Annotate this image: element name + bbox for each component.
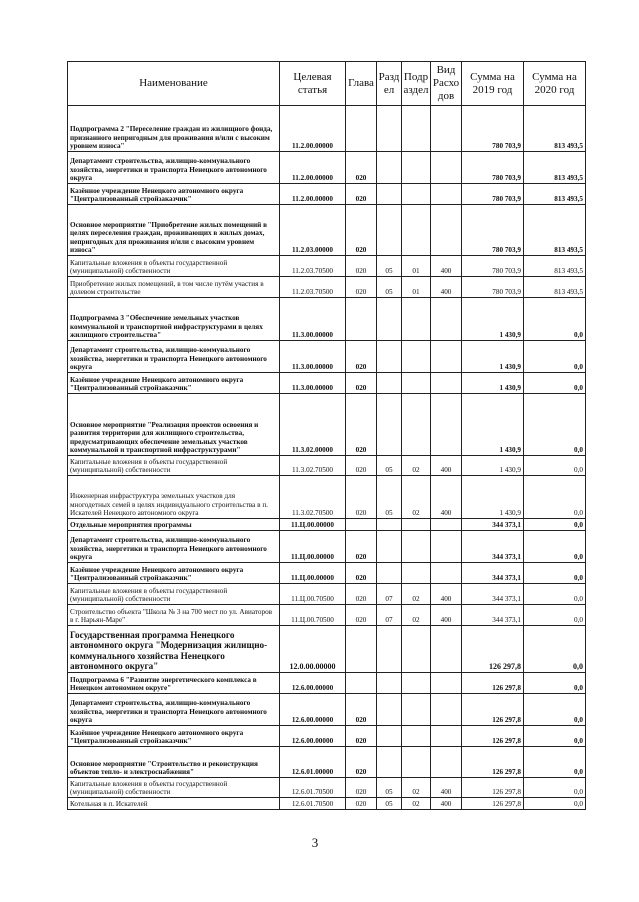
row-chapter: 020 (346, 277, 377, 298)
row-name: Департамент строительства, жилищно-коммунального хозяйства, энергетики и транспорта Ненецкого автономного округа (68, 152, 280, 184)
header-sum-2020: Сумма на 2020 год (524, 62, 586, 106)
row-sum-2020: 813 493,5 (524, 184, 586, 205)
row-name: Казённое учреждение Ненецкого автономного округа "Централизованный стройзаказчик" (68, 184, 280, 205)
row-chapter: 020 (346, 747, 377, 778)
row-expense-type (431, 626, 462, 673)
row-subsection (402, 747, 431, 778)
row-subsection (402, 373, 431, 394)
row-sum-2019: 1 430,9 (462, 298, 524, 341)
row-expense-type (431, 563, 462, 584)
row-sum-2020: 813 493,5 (524, 106, 586, 152)
table-row (68, 673, 586, 694)
row-sum-2020: 0,0 (524, 747, 586, 778)
row-chapter: 020 (346, 584, 377, 605)
table-row (68, 205, 586, 256)
row-sum-2020: 0,0 (524, 341, 586, 373)
row-expense-type (431, 726, 462, 747)
row-sum-2020: 813 493,5 (524, 277, 586, 298)
row-chapter: 020 (346, 205, 377, 256)
row-section: 05 (377, 798, 402, 810)
row-name: Основное мероприятие "Приобретение жилых помещений в целях переселения граждан, проживающих в жилых домах, непригодных для проживания и/или с высоким уровнем износа" (68, 205, 280, 256)
table-row (68, 726, 586, 747)
row-expense-type (431, 373, 462, 394)
row-target: 12.0.00.00000 (280, 626, 346, 673)
row-expense-type (431, 747, 462, 778)
row-chapter: 020 (346, 778, 377, 798)
row-section (377, 563, 402, 584)
row-subsection (402, 519, 431, 531)
row-section: 05 (377, 476, 402, 519)
page-number: 3 (311, 835, 319, 850)
row-sum-2020: 0,0 (524, 673, 586, 694)
row-sum-2019: 344 373,1 (462, 584, 524, 605)
table-row (68, 519, 586, 531)
row-section (377, 626, 402, 673)
row-section: 07 (377, 605, 402, 626)
row-section: 05 (377, 456, 402, 476)
row-sum-2020: 0,0 (524, 694, 586, 726)
row-section (377, 152, 402, 184)
row-section (377, 205, 402, 256)
row-sum-2019: 126 297,8 (462, 626, 524, 673)
row-subsection: 02 (402, 476, 431, 519)
row-sum-2019: 780 703,9 (462, 152, 524, 184)
row-expense-type (431, 531, 462, 563)
row-subsection (402, 106, 431, 152)
table-row (68, 341, 586, 373)
row-subsection (402, 531, 431, 563)
table-row (68, 298, 586, 341)
table-row (68, 798, 586, 810)
row-name: Казённое учреждение Ненецкого автономного округа "Централизованный стройзаказчик" (68, 563, 280, 584)
row-target: 11.3.02.00000 (280, 394, 346, 456)
row-sum-2019: 126 297,8 (462, 798, 524, 810)
row-expense-type (431, 205, 462, 256)
table-header-row (68, 62, 586, 106)
row-chapter (346, 626, 377, 673)
row-target: 11.3.00.00000 (280, 373, 346, 394)
row-name: Строительство объекта "Школа № 3 на 700 мест по ул. Авиаторов в г. Нарьян-Маре" (68, 605, 280, 626)
row-chapter (346, 298, 377, 341)
row-section: 07 (377, 584, 402, 605)
row-subsection (402, 673, 431, 694)
row-sum-2019: 126 297,8 (462, 747, 524, 778)
row-sum-2020: 0,0 (524, 563, 586, 584)
row-chapter: 020 (346, 373, 377, 394)
row-subsection (402, 726, 431, 747)
header-subsection: Подр аздел (402, 62, 431, 106)
row-target: 12.6.01.70500 (280, 798, 346, 810)
row-sum-2019: 1 430,9 (462, 394, 524, 456)
row-expense-type (431, 184, 462, 205)
row-sum-2019: 344 373,1 (462, 605, 524, 626)
row-target: 11.3.00.00000 (280, 298, 346, 341)
table-row (68, 605, 586, 626)
row-sum-2020: 0,0 (524, 373, 586, 394)
row-section (377, 106, 402, 152)
row-sum-2020: 0,0 (524, 726, 586, 747)
row-expense-type (431, 341, 462, 373)
row-subsection (402, 626, 431, 673)
row-sum-2019: 780 703,9 (462, 256, 524, 277)
row-name: Отдельные мероприятия программы (68, 519, 280, 531)
row-subsection: 02 (402, 798, 431, 810)
row-subsection: 02 (402, 456, 431, 476)
row-subsection (402, 152, 431, 184)
row-target: 12.6.01.00000 (280, 747, 346, 778)
row-target: 11.2.03.70500 (280, 277, 346, 298)
row-expense-type: 400 (431, 277, 462, 298)
table-row (68, 394, 586, 456)
row-name: Котельная в п. Искателей (68, 798, 280, 810)
row-name: Казённое учреждение Ненецкого автономного округа "Централизованный стройзаказчик" (68, 373, 280, 394)
row-section (377, 531, 402, 563)
row-target: 11.2.03.00000 (280, 205, 346, 256)
row-expense-type (431, 673, 462, 694)
table-row (68, 584, 586, 605)
header-name: Наименование (68, 62, 280, 106)
row-section (377, 298, 402, 341)
row-expense-type: 400 (431, 476, 462, 519)
row-subsection: 02 (402, 584, 431, 605)
table-row (68, 256, 586, 277)
row-name: Капитальные вложения в объекты государственной (муниципальной) собственности (68, 778, 280, 798)
row-sum-2020: 0,0 (524, 456, 586, 476)
row-sum-2020: 0,0 (524, 476, 586, 519)
row-chapter: 020 (346, 394, 377, 456)
row-expense-type: 400 (431, 456, 462, 476)
row-subsection: 02 (402, 778, 431, 798)
row-section (377, 373, 402, 394)
row-sum-2020: 0,0 (524, 626, 586, 673)
row-chapter (346, 106, 377, 152)
row-sum-2019: 344 373,1 (462, 563, 524, 584)
row-target: 11.2.03.70500 (280, 256, 346, 277)
row-section (377, 519, 402, 531)
row-expense-type: 400 (431, 798, 462, 810)
table-row (68, 626, 586, 673)
row-name: Капитальные вложения в объекты государственной (муниципальной) собственности (68, 584, 280, 605)
row-sum-2020: 0,0 (524, 798, 586, 810)
row-target: 11.Ц.00.00000 (280, 563, 346, 584)
row-sum-2019: 126 297,8 (462, 726, 524, 747)
row-target: 11.Ц.00.70500 (280, 605, 346, 626)
row-section (377, 341, 402, 373)
row-sum-2019: 1 430,9 (462, 373, 524, 394)
row-sum-2019: 780 703,9 (462, 184, 524, 205)
row-section (377, 726, 402, 747)
row-expense-type (431, 694, 462, 726)
header-expense-type: Вид Расхо дов (431, 62, 462, 106)
row-name: Капитальные вложения в объекты государственной (муниципальной) собственности (68, 456, 280, 476)
row-name: Подпрограмма 2 "Переселение граждан из жилищного фонда, признанного непригодным для проживания и/или с высоким уровнем износа" (68, 106, 280, 152)
row-chapter: 020 (346, 341, 377, 373)
row-target: 11.3.00.00000 (280, 341, 346, 373)
row-expense-type: 400 (431, 778, 462, 798)
row-expense-type: 400 (431, 605, 462, 626)
row-subsection: 01 (402, 277, 431, 298)
table-row (68, 694, 586, 726)
row-expense-type (431, 152, 462, 184)
row-chapter: 020 (346, 726, 377, 747)
row-name: Департамент строительства, жилищно-коммунального хозяйства, энергетики и транспорта Ненецкого автономного округа (68, 531, 280, 563)
row-sum-2019: 344 373,1 (462, 519, 524, 531)
row-sum-2019: 1 430,9 (462, 456, 524, 476)
row-sum-2019: 126 297,8 (462, 694, 524, 726)
row-sum-2020: 0,0 (524, 298, 586, 341)
row-sum-2019: 1 430,9 (462, 341, 524, 373)
row-chapter (346, 673, 377, 694)
row-sum-2019: 126 297,8 (462, 673, 524, 694)
table-row (68, 106, 586, 152)
row-name: Казённое учреждение Ненецкого автономного округа "Централизованный стройзаказчик" (68, 726, 280, 747)
row-sum-2020: 0,0 (524, 519, 586, 531)
row-expense-type: 400 (431, 256, 462, 277)
row-section (377, 673, 402, 694)
row-target: 11.Ц.00.00000 (280, 531, 346, 563)
row-sum-2019: 780 703,9 (462, 277, 524, 298)
row-expense-type: 400 (431, 584, 462, 605)
row-sum-2020: 0,0 (524, 531, 586, 563)
row-expense-type (431, 298, 462, 341)
row-name: Подпрограмма 3 "Обеспечение земельных участков коммунальной и транспортной инфраструктурами в целях жилищного строительства" (68, 298, 280, 341)
row-sum-2020: 813 493,5 (524, 152, 586, 184)
row-section: 05 (377, 256, 402, 277)
row-target: 11.Ц.00.00000 (280, 519, 346, 531)
row-subsection: 01 (402, 256, 431, 277)
row-name: Государственная программа Ненецкого автономного округа "Модернизация жилищно-коммунального хозяйства Ненецкого автономного округа" (68, 626, 280, 673)
row-name: Основное мероприятие "Реализация проектов освоения и развития территории для жилищного строительства, предусматривающих обеспечение земельных участков коммунальной и транспортной инфраструктурами" (68, 394, 280, 456)
table-row (68, 563, 586, 584)
row-name: Департамент строительства, жилищно-коммунального хозяйства, энергетики и транспорта Ненецкого автономного округа (68, 694, 280, 726)
row-section: 05 (377, 778, 402, 798)
budget-table (67, 61, 586, 810)
row-chapter: 020 (346, 531, 377, 563)
row-expense-type (431, 394, 462, 456)
row-subsection (402, 563, 431, 584)
table-row (68, 152, 586, 184)
row-section (377, 694, 402, 726)
table-row (68, 778, 586, 798)
row-sum-2019: 780 703,9 (462, 205, 524, 256)
row-chapter: 020 (346, 152, 377, 184)
row-section (377, 747, 402, 778)
header-target-article: Целевая статья (280, 62, 346, 106)
row-expense-type (431, 106, 462, 152)
row-sum-2019: 1 430,9 (462, 476, 524, 519)
row-sum-2020: 813 493,5 (524, 256, 586, 277)
row-subsection (402, 205, 431, 256)
row-sum-2020: 0,0 (524, 394, 586, 456)
row-subsection: 02 (402, 605, 431, 626)
row-target: 12.6.00.00000 (280, 694, 346, 726)
row-target: 11.2.00.00000 (280, 106, 346, 152)
row-chapter: 020 (346, 563, 377, 584)
row-subsection (402, 184, 431, 205)
row-name: Приобретение жилых помещений, в том числе путём участия в долевом строительстве (68, 277, 280, 298)
row-sum-2019: 344 373,1 (462, 531, 524, 563)
row-section: 05 (377, 277, 402, 298)
table-row (68, 373, 586, 394)
row-sum-2020: 813 493,5 (524, 205, 586, 256)
row-target: 11.2.00.00000 (280, 184, 346, 205)
row-subsection (402, 341, 431, 373)
row-sum-2020: 0,0 (524, 584, 586, 605)
row-section (377, 184, 402, 205)
table-row (68, 531, 586, 563)
row-subsection (402, 394, 431, 456)
row-subsection (402, 694, 431, 726)
row-name: Подпрограмма 6 "Развитие энергетического комплекса в Ненецком автономном округе" (68, 673, 280, 694)
row-chapter: 020 (346, 476, 377, 519)
row-sum-2019: 126 297,8 (462, 778, 524, 798)
header-chapter: Глава (346, 62, 377, 106)
row-section (377, 394, 402, 456)
row-expense-type (431, 519, 462, 531)
row-target: 11.3.02.70500 (280, 476, 346, 519)
row-target: 12.6.01.70500 (280, 778, 346, 798)
row-name: Основное мероприятие "Строительство и реконструкция объектов тепло- и электроснабжения" (68, 747, 280, 778)
row-chapter (346, 519, 377, 531)
row-chapter: 020 (346, 605, 377, 626)
header-sum-2019: Сумма на 2019 год (462, 62, 524, 106)
row-name: Департамент строительства, жилищно-коммунального хозяйства, энергетики и транспорта Ненецкого автономного округа (68, 341, 280, 373)
table-row (68, 476, 586, 519)
table-row (68, 184, 586, 205)
row-chapter: 020 (346, 798, 377, 810)
row-target: 12.6.00.00000 (280, 726, 346, 747)
row-chapter: 020 (346, 456, 377, 476)
row-name: Капитальные вложения в объекты государственной (муниципальной) собственности (68, 256, 280, 277)
table-row (68, 456, 586, 476)
row-name: Инженерная инфраструктура земельных участков для многодетных семей в целях индивидуального строительства в п. Искателей Ненецкого автономного округа (68, 476, 280, 519)
row-target: 11.3.02.70500 (280, 456, 346, 476)
row-sum-2020: 0,0 (524, 778, 586, 798)
row-target: 11.2.00.00000 (280, 152, 346, 184)
table-row (68, 747, 586, 778)
row-sum-2019: 780 703,9 (462, 106, 524, 152)
row-subsection (402, 298, 431, 341)
row-target: 11.Ц.00.70500 (280, 584, 346, 605)
row-sum-2020: 0,0 (524, 605, 586, 626)
row-chapter: 020 (346, 694, 377, 726)
table-row (68, 277, 586, 298)
header-section: Разд ел (377, 62, 402, 106)
row-chapter: 020 (346, 184, 377, 205)
row-chapter: 020 (346, 256, 377, 277)
row-target: 12.6.00.00000 (280, 673, 346, 694)
